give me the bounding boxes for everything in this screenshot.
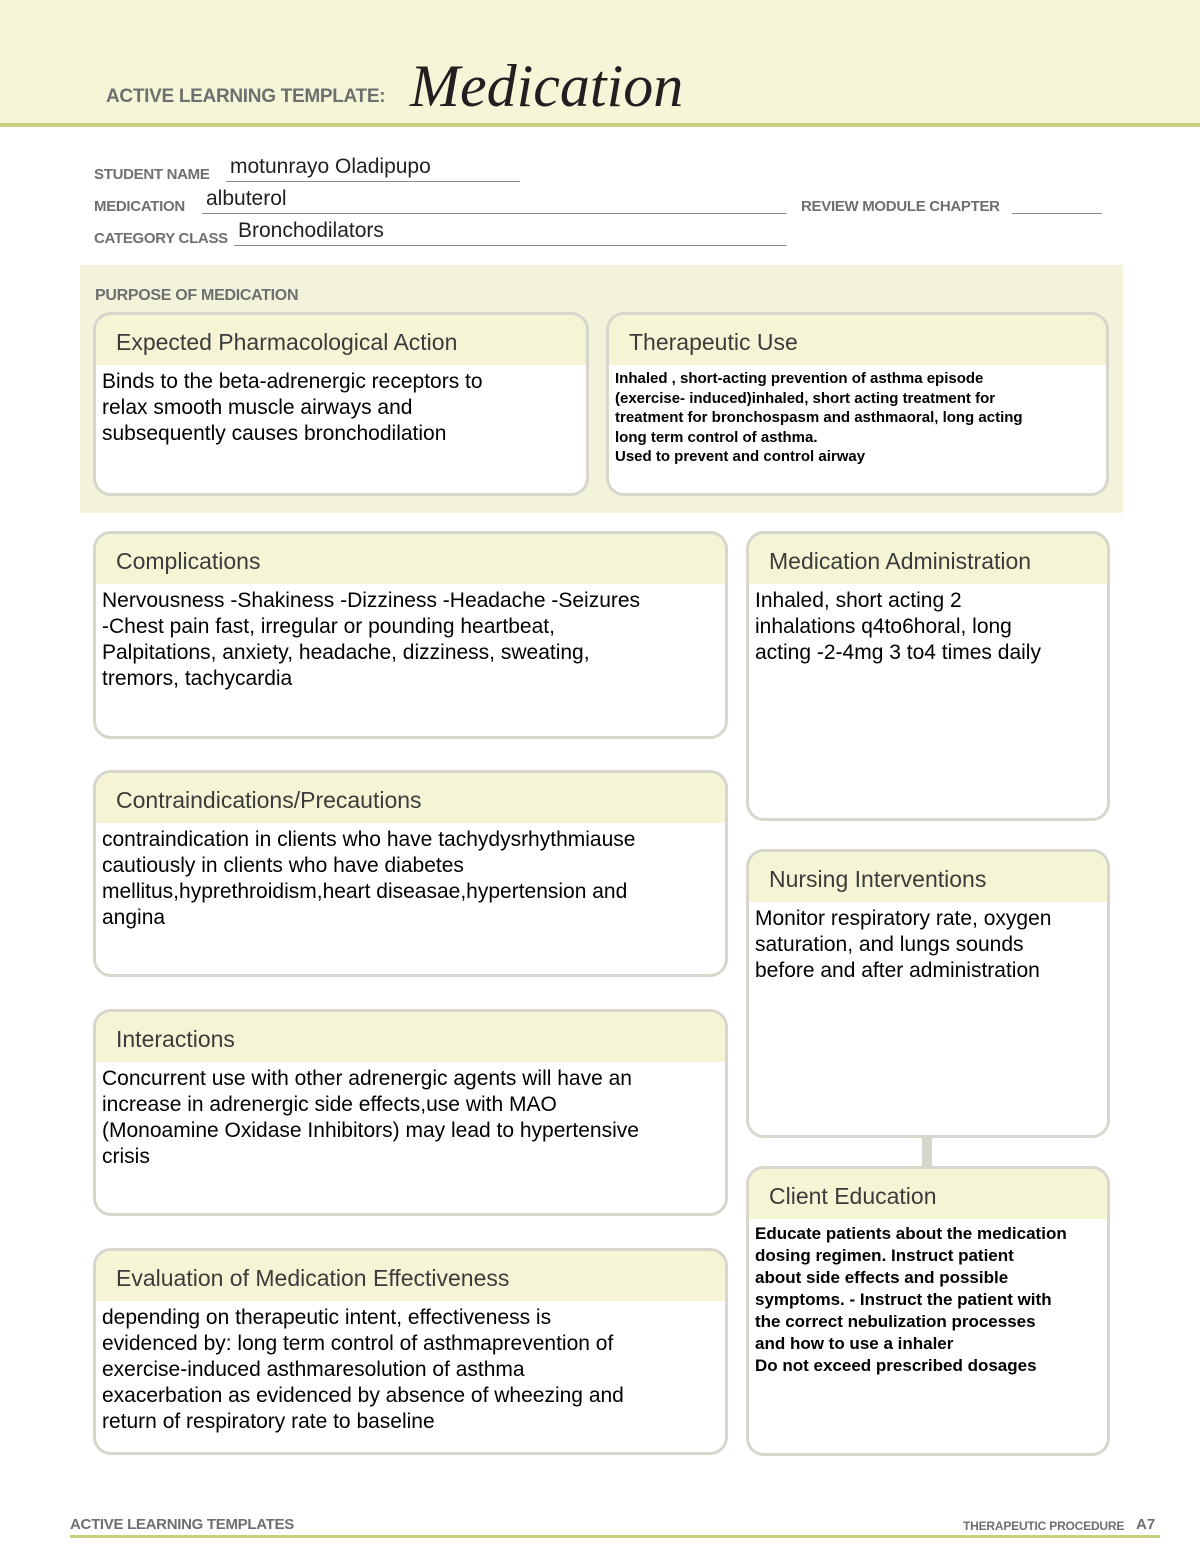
evaluation-text: depending on therapeutic intent, effectiveness is evidenced by: long term control of asthmaprevention of exercise-induced asthmaresolution of asthma exacerbation as evidenced by absence of wheezing and return of respiratory rate to baseline	[102, 1306, 624, 1433]
expected-action-box	[93, 312, 589, 496]
interactions-text: Concurrent use with other adrenergic agents will have an increase in adrenergic side effects,use with MAO (Monoamine Oxidase Inhibitors) may lead to hypertensive crisis	[102, 1067, 639, 1168]
contraindications-text: contraindication in clients who have tachydysrhythmiause cautiously in clients who have diabetes mellitus,hyprethroidism,heart diseasae,hypertension and angina	[102, 828, 636, 929]
administration-box	[746, 531, 1110, 821]
expected-action-title: Expected Pharmacological Action	[96, 315, 586, 365]
therapeutic-use-title: Therapeutic Use	[609, 315, 1106, 365]
interactions-title: Interactions	[96, 1012, 725, 1062]
complications-box	[93, 531, 728, 739]
nursing-box	[746, 849, 1110, 1138]
footer-right-label: THERAPEUTIC PROCEDURE	[963, 1519, 1125, 1533]
footer-left-label: ACTIVE LEARNING TEMPLATES	[70, 1516, 294, 1533]
client-education-title: Client Education	[749, 1169, 1107, 1219]
medication-underline	[202, 213, 787, 214]
medication-label: MEDICATION	[94, 198, 185, 215]
expected-action-text: Binds to the beta-adrenergic receptors to relax smooth muscle airways and subsequently causes bronchodilation	[102, 370, 483, 445]
category-underline	[234, 245, 787, 246]
complications-title: Complications	[96, 534, 725, 584]
category-value: Bronchodilators	[238, 219, 384, 242]
footer-divider	[70, 1535, 1160, 1538]
complications-text: Nervousness -Shakiness -Dizziness -Headache -Seizures -Chest pain fast, irregular or pounding heartbeat, Palpitations, anxiety, headache, dizziness, sweating, tremors, tachycardia	[102, 589, 641, 690]
administration-title: Medication Administration	[749, 534, 1107, 584]
student-name-underline	[226, 181, 520, 182]
student-name-value: motunrayo Oladipupo	[230, 155, 431, 178]
therapeutic-use-text: Inhaled , short-acting prevention of asthma episode (exercise- induced)inhaled, short acting treatment for treatment for bronchospasm and asthmaoral, long acting long term control of asthma. Used to prevent and control airway	[615, 370, 1023, 465]
therapeutic-use-box	[606, 312, 1109, 496]
contraindications-box	[93, 770, 728, 977]
nursing-title: Nursing Interventions	[749, 852, 1107, 902]
category-label: CATEGORY CLASS	[94, 230, 228, 247]
evaluation-title: Evaluation of Medication Effectiveness	[96, 1251, 725, 1301]
student-name-label: STUDENT NAME	[94, 166, 210, 183]
footer-page-number: A7	[1136, 1516, 1156, 1533]
administration-text: Inhaled, short acting 2 inhalations q4to6horal, long acting -2-4mg 3 to4 times daily	[755, 589, 1041, 664]
interactions-box	[93, 1009, 728, 1216]
box-connector	[922, 1136, 932, 1168]
contraindications-title: Contraindications/Precautions	[96, 773, 725, 823]
purpose-title: PURPOSE OF MEDICATION	[95, 287, 299, 304]
client-education-text: Educate patients about the medication dosing regimen. Instruct patient about side effects and possible symptoms. - Instruct the patient with the correct nebulization processes and how to use a inhaler Do not exceed prescribed dosages	[755, 1224, 1067, 1375]
nursing-text: Monitor respiratory rate, oxygen saturation, and lungs sounds before and after administration	[755, 907, 1052, 982]
client-education-box	[746, 1166, 1110, 1456]
review-module-underline	[1012, 213, 1102, 214]
template-label: ACTIVE LEARNING TEMPLATE:	[106, 86, 386, 107]
review-module-label: REVIEW MODULE CHAPTER	[801, 198, 1000, 215]
evaluation-box	[93, 1248, 728, 1455]
page-title: Medication	[410, 53, 684, 119]
medication-value: albuterol	[206, 187, 287, 210]
header-divider	[0, 123, 1200, 127]
